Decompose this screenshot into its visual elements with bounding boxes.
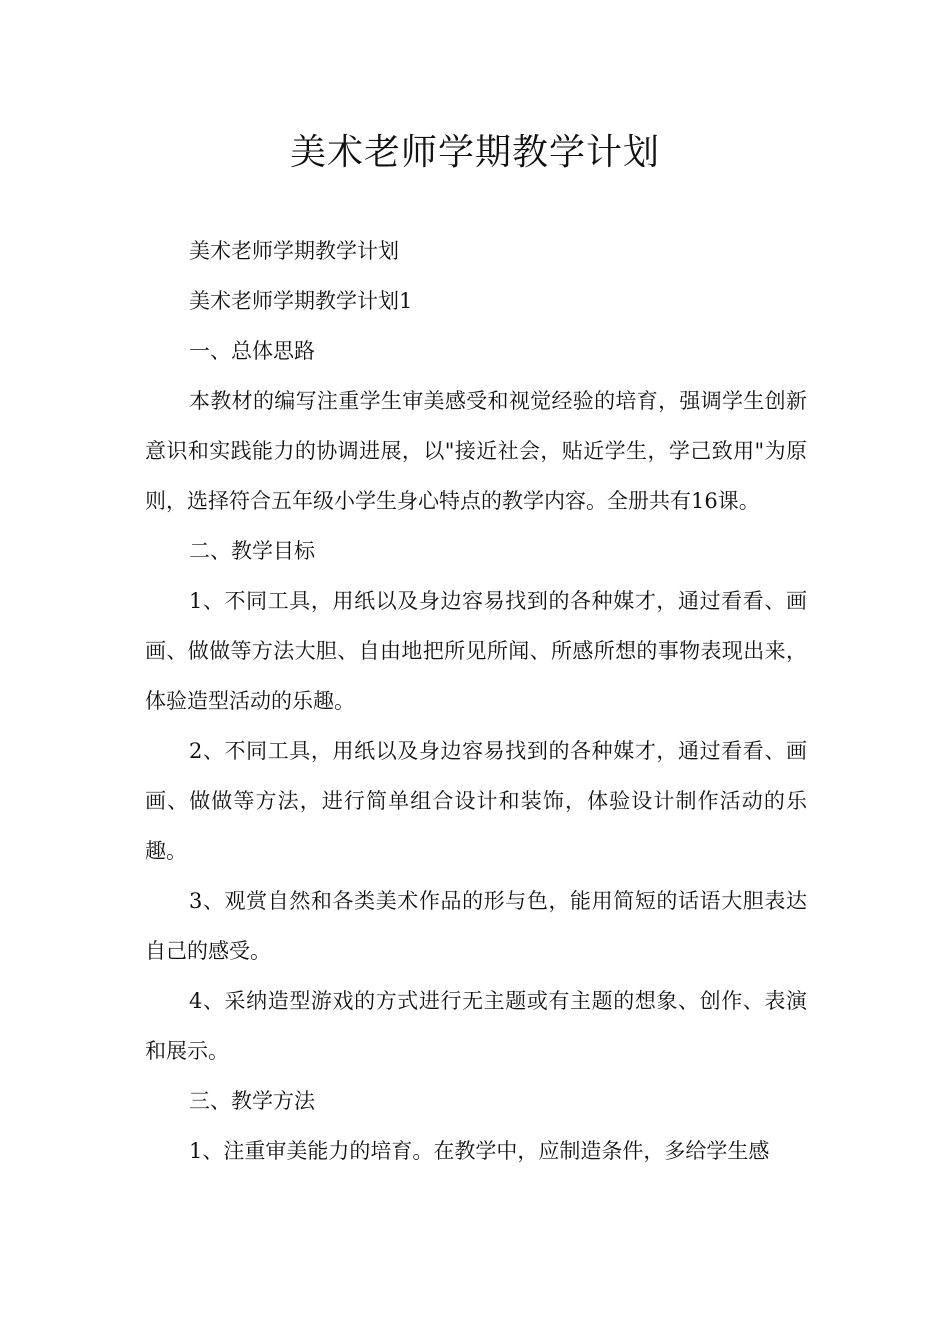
section-title-paragraph: 美术老师学期教学计划1: [189, 289, 413, 313]
goal-item-3: 3、观赏自然和各类美术作品的形与色，能用简短的话语大胆表达自己的感受。: [145, 889, 807, 963]
goal-item-1: 1、不同工具，用纸以及身边容易找到的各种媒才，通过看看、画画、做做等方法大胆、自由地把所见所闻、所感所想的事物表现出来，体验造型活动的乐趣。: [145, 589, 807, 713]
heading-overall-approach: 一、总体思路: [189, 339, 315, 363]
heading-teaching-methods: 三、教学方法: [189, 1089, 315, 1113]
body-paragraph: 本教材的编写注重学生审美感受和视觉经验的培育，强调学生创新意识和实践能力的协调进展，以"接近社会，贴近学生，学己致用"为原则，选择符合五年级小学生身心特点的教学内容。全册共有16课。: [145, 389, 807, 513]
subtitle-paragraph: 美术老师学期教学计划: [189, 239, 399, 263]
document-body: [145, 226, 807, 1176]
goal-item-2: 2、不同工具，用纸以及身边容易找到的各种媒才，通过看看、画画、做做等方法，进行简单组合设计和装饰，体验设计制作活动的乐趣。: [145, 739, 807, 863]
heading-teaching-goals: 二、教学目标: [189, 539, 315, 563]
method-item-1: 1、注重审美能力的培育。在教学中，应制造条件，多给学生感: [189, 1139, 770, 1163]
document-title: 美术老师学期教学计划: [289, 132, 660, 173]
goal-item-4: 4、采纳造型游戏的方式进行无主题或有主题的想象、创作、表演和展示。: [145, 989, 807, 1063]
